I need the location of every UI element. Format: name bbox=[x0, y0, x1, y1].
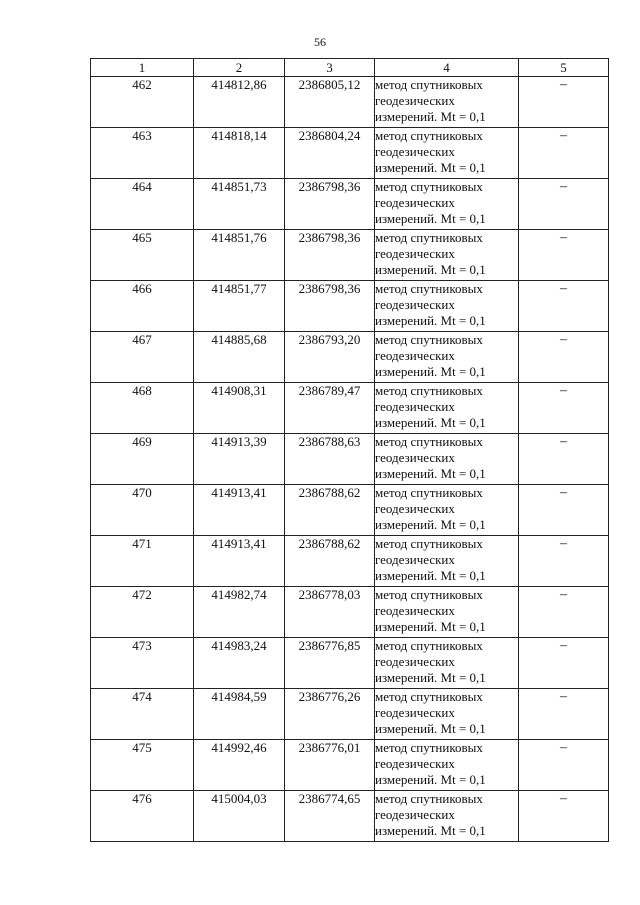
coordinate-y: 2386776,85 bbox=[285, 638, 375, 689]
method-cell bbox=[375, 689, 519, 740]
method-line: метод спутниковых bbox=[375, 485, 483, 500]
method-line: метод спутниковых bbox=[375, 230, 483, 245]
note-cell: – bbox=[519, 485, 609, 536]
method-line: метод спутниковых bbox=[375, 383, 483, 398]
method-line: геодезических bbox=[375, 297, 455, 312]
method-line: измерений. Mt = 0,1 bbox=[375, 160, 486, 175]
method-line: измерений. Mt = 0,1 bbox=[375, 466, 486, 481]
method-line: геодезических bbox=[375, 399, 455, 414]
point-number: 476 bbox=[91, 791, 194, 842]
coordinate-y: 2386776,01 bbox=[285, 740, 375, 791]
note-cell: – bbox=[519, 434, 609, 485]
method-line: метод спутниковых bbox=[375, 179, 483, 194]
method-line: геодезических bbox=[375, 93, 455, 108]
method-line: измерений. Mt = 0,1 bbox=[375, 364, 486, 379]
method-line: геодезических bbox=[375, 195, 455, 210]
coordinate-x: 414913,39 bbox=[194, 434, 285, 485]
method-line: измерений. Mt = 0,1 bbox=[375, 568, 486, 583]
note-cell: – bbox=[519, 332, 609, 383]
coordinate-y: 2386798,36 bbox=[285, 230, 375, 281]
point-number: 464 bbox=[91, 179, 194, 230]
coordinate-y: 2386778,03 bbox=[285, 587, 375, 638]
page-number: 56 bbox=[314, 35, 326, 49]
coordinate-y: 2386788,62 bbox=[285, 485, 375, 536]
coordinate-x: 414913,41 bbox=[194, 536, 285, 587]
method-cell bbox=[375, 281, 519, 332]
table-header-row bbox=[91, 59, 609, 77]
coordinate-y: 2386788,63 bbox=[285, 434, 375, 485]
method-line: измерений. Mt = 0,1 bbox=[375, 211, 486, 226]
method-line: метод спутниковых bbox=[375, 740, 483, 755]
method-line: геодезических bbox=[375, 552, 455, 567]
point-number: 471 bbox=[91, 536, 194, 587]
method-line: измерений. Mt = 0,1 bbox=[375, 823, 486, 838]
header-col-2: 2 bbox=[194, 59, 285, 77]
method-line: метод спутниковых bbox=[375, 638, 483, 653]
note-cell: – bbox=[519, 689, 609, 740]
table-row bbox=[91, 332, 609, 383]
coordinate-x: 414851,73 bbox=[194, 179, 285, 230]
coordinate-x: 414913,41 bbox=[194, 485, 285, 536]
note-cell: – bbox=[519, 77, 609, 128]
coordinate-x: 414851,76 bbox=[194, 230, 285, 281]
note-cell: – bbox=[519, 179, 609, 230]
table-row bbox=[91, 638, 609, 689]
note-cell: – bbox=[519, 230, 609, 281]
point-number: 470 bbox=[91, 485, 194, 536]
table-row bbox=[91, 383, 609, 434]
method-cell bbox=[375, 791, 519, 842]
table-row bbox=[91, 587, 609, 638]
method-line: измерений. Mt = 0,1 bbox=[375, 772, 486, 787]
method-line: геодезических bbox=[375, 144, 455, 159]
header-col-4: 4 bbox=[375, 59, 519, 77]
note-cell: – bbox=[519, 536, 609, 587]
method-line: геодезических bbox=[375, 603, 455, 618]
method-line: измерений. Mt = 0,1 bbox=[375, 517, 486, 532]
table-row bbox=[91, 77, 609, 128]
method-line: геодезических bbox=[375, 501, 455, 516]
method-cell bbox=[375, 383, 519, 434]
method-line: метод спутниковых bbox=[375, 689, 483, 704]
coordinate-y: 2386798,36 bbox=[285, 281, 375, 332]
method-cell bbox=[375, 77, 519, 128]
method-line: измерений. Mt = 0,1 bbox=[375, 619, 486, 634]
method-line: геодезических bbox=[375, 756, 455, 771]
table-body bbox=[91, 77, 609, 842]
method-line: метод спутниковых bbox=[375, 536, 483, 551]
coordinate-y: 2386798,36 bbox=[285, 179, 375, 230]
table-row bbox=[91, 281, 609, 332]
method-line: измерений. Mt = 0,1 bbox=[375, 313, 486, 328]
coordinates-table bbox=[90, 58, 609, 842]
point-number: 474 bbox=[91, 689, 194, 740]
note-cell: – bbox=[519, 281, 609, 332]
coordinate-y: 2386804,24 bbox=[285, 128, 375, 179]
method-line: измерений. Mt = 0,1 bbox=[375, 415, 486, 430]
method-cell bbox=[375, 536, 519, 587]
point-number: 465 bbox=[91, 230, 194, 281]
coordinate-x: 414984,59 bbox=[194, 689, 285, 740]
table-row bbox=[91, 740, 609, 791]
coordinate-y: 2386789,47 bbox=[285, 383, 375, 434]
note-cell: – bbox=[519, 383, 609, 434]
method-cell bbox=[375, 485, 519, 536]
table-row bbox=[91, 434, 609, 485]
header-col-1: 1 bbox=[91, 59, 194, 77]
table-row bbox=[91, 689, 609, 740]
header-col-5: 5 bbox=[519, 59, 609, 77]
method-line: метод спутниковых bbox=[375, 434, 483, 449]
note-cell: – bbox=[519, 587, 609, 638]
method-cell bbox=[375, 638, 519, 689]
method-line: метод спутниковых bbox=[375, 332, 483, 347]
method-cell bbox=[375, 332, 519, 383]
point-number: 466 bbox=[91, 281, 194, 332]
coordinate-y: 2386805,12 bbox=[285, 77, 375, 128]
method-line: метод спутниковых bbox=[375, 128, 483, 143]
coordinate-x: 414812,86 bbox=[194, 77, 285, 128]
method-cell bbox=[375, 587, 519, 638]
table-row bbox=[91, 179, 609, 230]
point-number: 473 bbox=[91, 638, 194, 689]
note-cell: – bbox=[519, 128, 609, 179]
method-line: метод спутниковых bbox=[375, 281, 483, 296]
coordinate-y: 2386793,20 bbox=[285, 332, 375, 383]
method-line: измерений. Mt = 0,1 bbox=[375, 262, 486, 277]
point-number: 475 bbox=[91, 740, 194, 791]
point-number: 472 bbox=[91, 587, 194, 638]
coordinate-y: 2386774,65 bbox=[285, 791, 375, 842]
method-line: геодезических bbox=[375, 807, 455, 822]
method-line: геодезических bbox=[375, 654, 455, 669]
method-line: геодезических bbox=[375, 450, 455, 465]
point-number: 462 bbox=[91, 77, 194, 128]
coordinate-y: 2386788,62 bbox=[285, 536, 375, 587]
coordinate-x: 414983,24 bbox=[194, 638, 285, 689]
note-cell: – bbox=[519, 791, 609, 842]
coordinate-x: 414992,46 bbox=[194, 740, 285, 791]
table-row bbox=[91, 485, 609, 536]
method-cell bbox=[375, 434, 519, 485]
method-line: метод спутниковых bbox=[375, 77, 483, 92]
method-line: измерений. Mt = 0,1 bbox=[375, 670, 486, 685]
table-row bbox=[91, 536, 609, 587]
method-cell bbox=[375, 128, 519, 179]
coordinate-x: 414818,14 bbox=[194, 128, 285, 179]
method-line: геодезических bbox=[375, 705, 455, 720]
point-number: 468 bbox=[91, 383, 194, 434]
coordinate-x: 414908,31 bbox=[194, 383, 285, 434]
method-cell bbox=[375, 179, 519, 230]
method-line: измерений. Mt = 0,1 bbox=[375, 109, 486, 124]
point-number: 467 bbox=[91, 332, 194, 383]
coordinate-x: 414851,77 bbox=[194, 281, 285, 332]
table-row bbox=[91, 230, 609, 281]
coordinate-y: 2386776,26 bbox=[285, 689, 375, 740]
coordinate-x: 415004,03 bbox=[194, 791, 285, 842]
note-cell: – bbox=[519, 740, 609, 791]
method-line: метод спутниковых bbox=[375, 587, 483, 602]
method-cell bbox=[375, 230, 519, 281]
note-cell: – bbox=[519, 638, 609, 689]
coordinate-x: 414982,74 bbox=[194, 587, 285, 638]
method-line: геодезических bbox=[375, 246, 455, 261]
method-cell bbox=[375, 740, 519, 791]
coordinate-x: 414885,68 bbox=[194, 332, 285, 383]
table-row bbox=[91, 128, 609, 179]
point-number: 463 bbox=[91, 128, 194, 179]
header-col-3: 3 bbox=[285, 59, 375, 77]
method-line: метод спутниковых bbox=[375, 791, 483, 806]
method-line: геодезических bbox=[375, 348, 455, 363]
table-row bbox=[91, 791, 609, 842]
method-line: измерений. Mt = 0,1 bbox=[375, 721, 486, 736]
point-number: 469 bbox=[91, 434, 194, 485]
